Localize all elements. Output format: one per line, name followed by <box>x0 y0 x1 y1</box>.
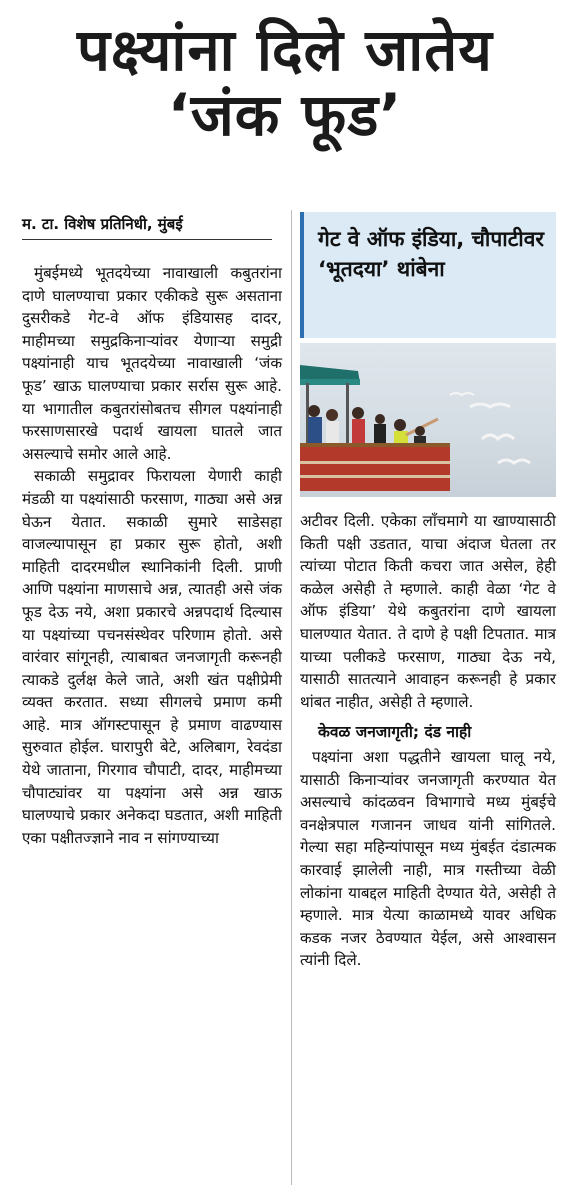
headline-line-2: ‘जंक फूड’ <box>167 80 403 149</box>
person-icon <box>394 419 406 431</box>
article-paragraph: सकाळी समुद्रावर फिरायला येणारी काही मंडळी या पक्ष्यांसाठी फरसाण, गाठ्या असे अन्न घेऊन येतात. सकाळी सुमारे साडेसहा वाजल्यापासून हा प्रकार सुरू होतो, अशी माहिती दादरमधील स्थानिकांनी दिली. प्राणी आणि पक्ष्यांना माणसाचे अन्न, त्यातही असे जंक फूड देऊ नये, अशा प्रकारचे अन्नपदार्थ दिल्यास या पक्ष्यांच्या पचनसंस्थेवर परिणाम होतो. असे वारंवार सांगूनही, त्याबाबत जनजागृती करूनही त्याकडे दुर्लक्ष केले जाते, अशी खंत पक्षीप्रेमी व्यक्त करतात. सध्या सीगलचे प्रमाण कमी आहे. मात्र ऑगस्टपासून हे प्रमाण वाढण्यास सुरुवात होईल. घारापुरी बेटे, अलिबाग, रेवदंडा येथे जाताना, गिरगाव चौपाटी, दादर, माहीमच्या चौपाट्यांवर या पक्ष्यांना असे अन्न खाऊ घालण्याचे प्रकार अनेकदा घडतात, अशी माहिती एका पक्षीतज्ज्ञाने नाव न सांगण्याच्या <box>22 467 282 847</box>
person-icon <box>415 426 425 436</box>
seagull-icon <box>482 435 514 439</box>
sidebar-headline-box <box>300 212 556 338</box>
byline: म. टा. विशेष प्रतिनिधी, मुंबई <box>22 214 272 240</box>
sidebar-headline: गेट वे ऑफ इंडिया, चौपाटीवर ‘भूतदया’ थांबेना <box>318 227 545 281</box>
section-subheading: केवळ जनजागृती; दंड नाही <box>318 723 472 742</box>
article-paragraph: अटीवर दिली. एकेका लाँचमागे या खाण्यासाठी किती पक्षी उडतात, याचा अंदाज घेतला तर त्यांच्या पोटात किती कचरा जात असेल, हेही कळेल असेही ते म्हणाले. काही वेळा ‘गेट वे ऑफ इंडिया’ येथे कबुतरांना दाणे खायला घालण्यात येतात. ते दाणे हे पक्षी टिपतात. मात्र याच्या पलीकडे फरसाण, गाठ्या देऊ नये, यासाठी सातत्याने आवाहन करूनही हे प्रकार थांबत नाहीत, असेही ते म्हणाले. <box>300 512 556 711</box>
article-left-column <box>22 262 282 849</box>
seagull-icon <box>498 460 530 463</box>
person-icon <box>352 407 364 419</box>
news-photo <box>300 343 556 497</box>
seagull-icon <box>450 393 474 395</box>
person-icon <box>308 405 320 417</box>
seagull-icon <box>470 404 510 407</box>
photo-illustration <box>300 343 556 497</box>
column-divider <box>291 210 292 1185</box>
boat-railing <box>300 443 450 447</box>
article-paragraph: पक्ष्यांना अशा पद्धतीने खायला घालू नये, यासाठी किनाऱ्यांवर जनजागृती करण्यात येत असल्याचे कांदळवन विभागाचे मध्य मुंबईचे वनक्षेत्रपाल गजानन जाधव यांनी सांगितले. गेल्या सहा महिन्यांपासून मध्य मुंबईत दंडात्मक कारवाई झालेली नाही, मात्र गस्तीच्या वेळी लोकांना याबद्दल माहिती देण्यात येते, असेही ते म्हणाले. मात्र येत्या काळामध्ये यावर अधिक कडक नजर ठेवण्यात येईल, असे आश्वासन त्यांनी दिले. <box>300 747 556 970</box>
person-icon <box>326 409 338 421</box>
headline-line-1: पक्ष्यांना दिले जातेय <box>77 16 493 84</box>
article-paragraph: मुंबईमध्ये भूतदयेच्या नावाखाली कबुतरांना दाणे घालण्याचा प्रकार एकीकडे सुरू असताना दुसरीकडे गेट-वे ऑफ इंडियासह दादर, माहीमच्या समुद्रकिनाऱ्यांवर येणाऱ्या समुद्री पक्ष्यांनाही याच भूतदयेच्या नावाखाली ‘जंक फूड’ खाऊ घालण्याचा प्रकार सर्रास सुरू आहे. या भागातील कबुतरांसोबतच सीगल पक्ष्यांनाही फरसाणसारखे पदार्थ खायला घातले जात असल्याचे समोर आले आहे. <box>22 264 282 463</box>
article-right-column <box>300 510 556 972</box>
person-icon <box>375 414 385 424</box>
headline <box>0 18 570 148</box>
